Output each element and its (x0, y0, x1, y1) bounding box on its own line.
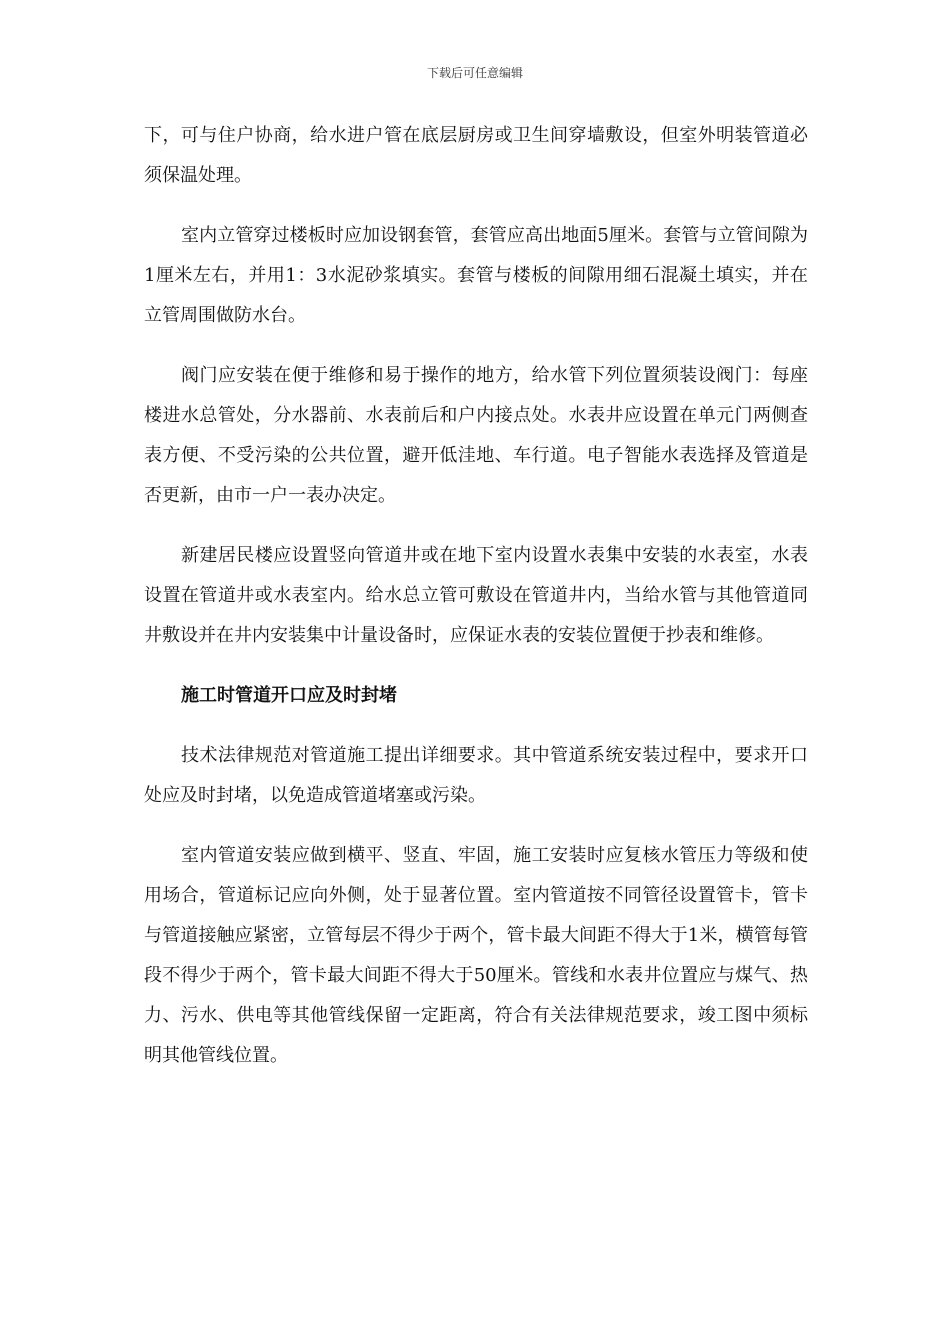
paragraph-riser-sleeve: 室内立管穿过楼板时应加设钢套管，套管应高出地面5厘米。套管与立管间隙为1厘米左右，并用1：3水泥砂浆填实。套管与楼板的间隙用细石混凝土填实，并在立管周围做防水台。 (144, 225, 808, 326)
paragraph-valves: 阀门应安装在便于维修和易于操作的地方，给水管下列位置须装设阀门：每座楼进水总管处，分水器前、水表前后和户内接点处。水表井应设置在单元门两侧查表方便、不受污染的公共位置，避开低洼地、车行道。电子智能水表选择及管道是否更新，由市一户一表办决定。 (144, 365, 808, 506)
paragraph-sealing: 技术法律规范对管道施工提出详细要求。其中管道系统安装过程中，要求开口处应及时封堵，以免造成管道堵塞或污染。 (144, 745, 808, 806)
section-heading: 施工时管道开口应及时封堵 (181, 685, 397, 706)
document-body (144, 116, 808, 1096)
paragraph-pipe-shaft: 新建居民楼应设置竖向管道井或在地下室内设置水表集中安装的水表室，水表设置在管道井或水表室内。给水总立管可敷设在管道井内，当给水管与其他管道同井敷设并在井内安装集中计量设备时，应保证水表的安装位置便于抄表和维修。 (144, 545, 808, 646)
paragraph-continuation: 下，可与住户协商，给水进户管在底层厨房或卫生间穿墙敷设，但室外明装管道必须保温处理。 (144, 125, 808, 186)
paragraph-installation: 室内管道安装应做到横平、竖直、牢固，施工安装时应复核水管压力等级和使用场合，管道标记应向外侧，处于显著位置。室内管道按不同管径设置管卡，管卡与管道接触应紧密，立管每层不得少于两个，管卡最大间距不得大于1米，横管每管段不得少于两个，管卡最大间距不得大于50厘米。管线和水表井位置应与煤气、热力、污水、供电等其他管线保留一定距离，符合有关法律规范要求，竣工图中须标明其他管线位置。 (144, 845, 808, 1066)
page-header: 下载后可任意编辑 (426, 66, 523, 80)
